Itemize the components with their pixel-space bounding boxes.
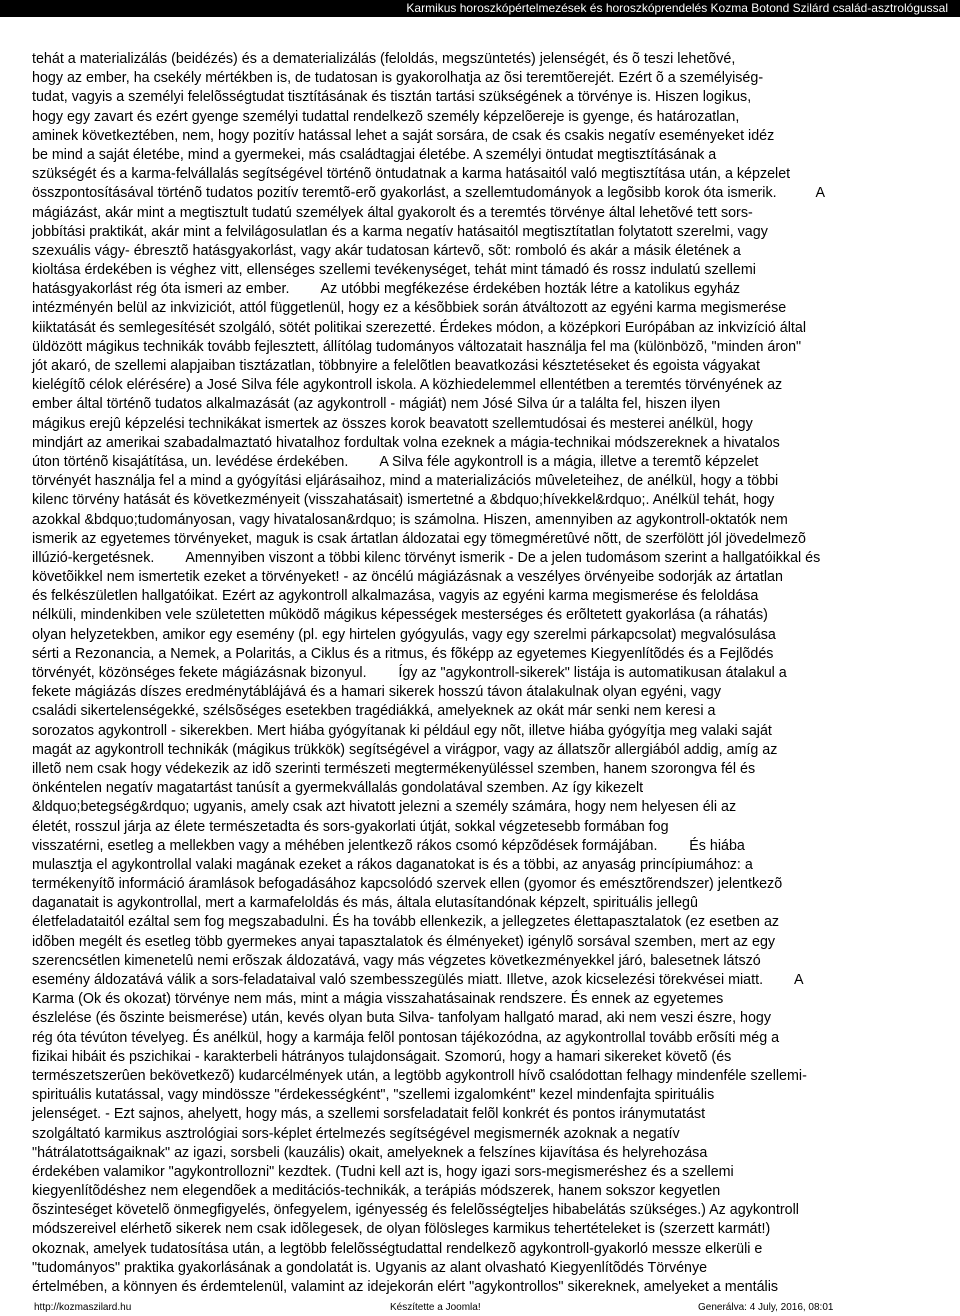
text-line: nélküli, mindenkiben vele születetten mûködõ mágikus képességek mesterséges és erõltetett gyakorlása (a ráhatás) bbox=[32, 607, 768, 624]
text-line: illúzió-kergetésnek. Amennyiben viszont a többi kilenc törvényt ismerik - De a jelen tudomásom szerint a hallgatóikkal és bbox=[32, 549, 821, 566]
text-line: intézményén belül az inkviziciót, attól függetlenül, hogy ez a késõbbiek során átváltozott az egyéni karma megismerése bbox=[32, 300, 787, 317]
text-line: életfeladataitól ezáltal sem fog megszabadulni. És ha tovább ellenkezik, a jellegzetes élettapasztalatok (ez esetben az bbox=[32, 914, 780, 931]
footer-url-link[interactable]: http://kozmaszilard.hu bbox=[34, 1302, 132, 1313]
text-line: rég óta tévúton tévelyeg. És anélkül, hogy a karmája felõl pontosan tájékozódna, az agykontrollal tovább erõsíti még a bbox=[32, 1029, 780, 1046]
text-line: termékenyítõ információ áramlások befogadásához kapcsolódó szervek ellen (gyomor és emésztõrendszer) jelentkezõ bbox=[32, 876, 783, 893]
text-line: azokkal &bdquo;tudományosan, vagy hivatalosan&rdquo; is számolna. Hiszen, amennyiben az agykontroll-oktatók nem bbox=[32, 511, 788, 528]
text-line: mágikus erejû képzelési technikákat ismertek az összes korok beavatott szellemtudósai és mesterei anélkül, hogy bbox=[32, 415, 753, 432]
text-line: szolgáltató karmikus asztrológiai sors-képlet értelmezés segítségével megismernék azoknak a negatív bbox=[32, 1125, 680, 1142]
text-line: értelmében, a könnyen és érdemtelenül, valamint az idejekorán elért "agykontrollos" sikereknek, amelyeket a mentális bbox=[32, 1279, 779, 1295]
text-line: hogy egy zavart és ezért gyenge személyi tudattal rendelkezõ személy képzelõereje is gyenge, és határozatlan, bbox=[32, 108, 740, 125]
text-line: hatásgyakorlást rég óta ismeri az ember. Az utóbbi megfékezése érdekében hozták létre a katolikus egyház bbox=[32, 281, 741, 298]
text-line: kiiktatását és semlegesítését szolgáló, sötét politikai szerezetté. Érdekes módon, a középkori Európában az inkvizíció által bbox=[32, 319, 807, 336]
text-line: jobbítási praktikát, akár mint a felvilágosulatlan és a karma negatív hatásaitól megtisztítatlan folytatott szerelmi, vagy bbox=[32, 223, 768, 240]
header-bar bbox=[0, 0, 960, 17]
article-body bbox=[32, 50, 936, 1297]
text-line: tehát a materializálás (beidézés) és a dematerializálás (feloldás, megszüntetés) jelenségét, és õ teszi lehetõvé, bbox=[32, 51, 736, 67]
text-line: &ldquo;betegség&rdquo; ugyanis, amely csak azt hivatott jelezni a személy számára, hogy nem helyesen éli az bbox=[32, 799, 737, 816]
text-line: be mind a saját életébe, mind a gyermekei, más családtagjai életébe. A személyi öntudat megtisztításának a bbox=[32, 146, 717, 163]
text-line: sérti a Rezonancia, a Nemek, a Polaritás, a Ciklus és a ritmus, és fõképp az egyetemes Kiegyenlítõdés és a Fejlõdés bbox=[32, 645, 774, 662]
text-line: módszereivel elérhetõ sikerek nem csak idõlegesek, de olyan fölösleges karmikus tehertételeket is (szerzett karmát!) bbox=[32, 1221, 771, 1238]
text-line: visszatérni, esetleg a mellekben vagy a méhében jelentkezõ rákos csomó képzõdések formájában. És hiába bbox=[32, 837, 745, 854]
text-line: hogy az ember, ha csekély mértékben is, de tudatosan is gyakorolhatja az õsi teremtõerejét. Ezért õ a személyiség- bbox=[32, 70, 764, 87]
text-line: sorozatos agykontroll - sikerekben. Mert hiába gyógyítanak ki például egy nõt, illetve hiába gyógyítja meg valaki saját bbox=[32, 722, 772, 739]
text-line: tudat, vagyis a személyi felelõsségtudat tisztításának és tisztán tartási szükségének a törvénye is. Hiszen logikus, bbox=[32, 89, 752, 106]
text-line: fekete mágiázás díszes eredménytáblájává és a hamari sikerek hosszú távon átalakulnak olyan egyéni, vagy bbox=[32, 684, 722, 701]
text-line: szükségét és a karma-felvállalás segítségével történõ öntudatnak a karma hatásaitól való megtisztítása után, a képzelet bbox=[32, 166, 791, 183]
footer-made-with: Készítette a Joomla! bbox=[390, 1302, 481, 1313]
text-line: mulasztja el agykontrollal valaki magának ezeket a rákos daganatokat is és a többi, az anyaság princípiumához: a bbox=[32, 856, 753, 873]
text-line: jelenséget. - Ezt sajnos, ahelyett, hogy más, a szellemi sorsfeladatait felõl konkrét és pontos iránymutatást bbox=[32, 1106, 706, 1123]
text-line: észlelése (és õszinte beismerése) után, kevés olyan buta Silva- tanfolyam hallgató marad, aki nem veszi észre, hogy bbox=[32, 1010, 772, 1027]
page-footer bbox=[0, 1301, 960, 1316]
site-title: Karmikus horoszkópértelmezések és horoszkóprendelés Kozma Botond Szilárd család-asztrológussal bbox=[406, 1, 948, 15]
text-line: és felkészületlen hallgatóikat. Ezért az agykontroll alkalmazása, vagyis az egyéni karma megismerése és feloldása bbox=[32, 588, 759, 605]
text-line: kiegyenlítõdéshez nem elegendõek a meditációs-technikák, a terápiás módszerek, hanem sokszor kegyetlen bbox=[32, 1183, 721, 1200]
text-line: fizikai hibáit és pszichikai - karakterbeli hátrányos tulajdonságait. Szomorú, hogy a hamari sikereket követõ (és bbox=[32, 1048, 732, 1065]
text-line: szerencsétlen kimenetelû nemi erõszak áldozatává, vagy más végzetes következményekkel járó, balesetnek látszó bbox=[32, 952, 761, 969]
text-line: mágiázást, akár mint a megtisztult tudatú személyek által gyakorolt és a teremtés törvénye által lehetõvé tett sors- bbox=[32, 204, 753, 221]
text-line: daganatait is agykontrollal, mert a karmafeloldás és más, általa elutasítandónak képzelt, spirituális jellegû bbox=[32, 895, 698, 912]
text-line: spirituális kutatással, vagy mindössze "érdekességként", "szellemi izgalomként" kezel mindenfajta spirituális bbox=[32, 1087, 715, 1104]
text-line: "hátrálatottságaiknak" az igazi, sorsbeli (kauzális) okait, amelyeknek a felszínes kijavítása és helyrehozása bbox=[32, 1144, 708, 1161]
text-line: okoznak, amelyek tudatosítása után, a legtöbb felelõsségtudattal rendelkezõ agykontroll-gyakorló messze elkerüli e bbox=[32, 1240, 763, 1257]
text-line: úton történõ kisajátítása, un. levédése érdekében. A Silva féle agykontroll is a mágia, illetve a teremtõ képzelet bbox=[32, 453, 759, 470]
text-line: kioltása érdekében is véghez vitt, ellenséges szellemi tevékenységet, tehát mint támadó és rossz indulatú szellemi bbox=[32, 262, 756, 279]
text-line: magát az agykontroll technikák (mágikus trükkök) segítségével a virágpor, vagy az állatszõr allergiából addig, amíg az bbox=[32, 741, 778, 758]
text-line: olyan helyzetekben, amikor egy esemény (pl. egy hirtelen gyógyulás, vagy egy szerelmi párkapcsolat) megvalósulása bbox=[32, 626, 776, 643]
footer-generated-date: Generálva: 4 July, 2016, 08:01 bbox=[698, 1302, 834, 1313]
text-line: kilenc törvény hatását és következményeit (visszahatásait) ismertetné a &bdquo;hívekkel&rdquo;. Anélkül tehát, hogy bbox=[32, 492, 775, 509]
text-line: szexuális vágy- ébresztõ hatásgyakorlást, vagy akár tudatosan kártevõ, sõt: romboló és akár a másik életének a bbox=[32, 242, 741, 259]
text-line: összpontosításával történõ tudatos pozitív teremtõ-erõ gyakorlást, a szellemtudományok a legõsibb korok óta ismerik. A bbox=[32, 185, 826, 202]
text-line: õszinteséget követelõ önmegfigyelés, önfegyelem, igényesség és felelõsségteljes hibabelátás szükséges.) Az agykontroll bbox=[32, 1202, 799, 1219]
text-line: üldözött mágikus technikák tovább fejlesztett, állítólag tudományos változatait használja fel ma (különbözõ, "minden áron" bbox=[32, 338, 802, 355]
text-line: családi sikertelenségekké, szélsõséges esetekben tragédiákká, amelyeknek az okát már senki nem keresi a bbox=[32, 703, 716, 720]
text-line: önkéntelen negatív magatartást tanúsít a gyermekvállalás gondolatával szemben. Az így kikezelt bbox=[32, 780, 644, 797]
text-line: életét, rosszul járja az élete természetadta és sors-gyakorlati útját, sokkal végzetesebb formában fog bbox=[32, 818, 669, 835]
text-line: érdekében valamikor "agykontrollozni" kezdtek. (Tudni kell azt is, hogy igazi sors-megismeréshez és a szellemi bbox=[32, 1163, 734, 1180]
text-line: törvényét használja fel a mind a gyógyítási eljárásaihoz, mind a materializációs mûveleteihez, de anélkül, hogy a többi bbox=[32, 473, 779, 490]
text-line: Karma (Ok és okozat) törvénye nem más, mint a mágia visszahatásainak rendszere. És ennek az egyetemes bbox=[32, 991, 724, 1008]
text-line: természetszerûen bekövetkezõ) kudarcélmények után, a legtöbb agykontroll hívõ csalódottan felhagy mindenféle szellemi- bbox=[32, 1067, 807, 1084]
text-line: aminek következtében, nem, hogy pozitív hatással lehet a saját sorsára, de csak és csakis negatív eseményeket idéz bbox=[32, 127, 775, 144]
text-line: ismerik az egyetemes törvényeket, maguk is csak ártatlan áldozatai egy tömegméretûvé nõtt, de szerfölött jól jövedelmezõ bbox=[32, 530, 806, 547]
text-line: törvényét, közönséges fekete mágiázásnak bizonyul. Így az "agykontroll-sikerek" listája is automatikusan átalakul a bbox=[32, 665, 787, 681]
text-line: esemény áldozatává válik a sors-feladataival való szembesszegülés miatt. Illetve, azok kicselezési törekvései miatt. A bbox=[32, 972, 804, 988]
text-line: "tudományos" praktika gyakorlásának a gondolatát is. Ugyanis az alant olvasható Kiegyenlítõdés Törvénye bbox=[32, 1259, 708, 1276]
text-line: illetõ nem csak hogy védekezik az idõ szerinti természeti megtermékenyüléssel szemben, hanem szorongva fél és bbox=[32, 760, 756, 777]
text-line: kielégítõ célok elérésére) a José Silva féle agykontroll iskola. A közhiedelemmel ellentétben a teremtés törvényének az bbox=[32, 377, 783, 394]
text-line: mindjárt az amerikai szabadalmaztató hivatalhoz fordultak volna ezeknek a mágia-technikai módszereknek a hivatalos bbox=[32, 434, 780, 451]
text-line: ember által történõ tudatos alkalmazását (az agykontroll - mágiát) nem Jósé Silva úr a találta fel, hiszen ilyen bbox=[32, 396, 721, 413]
text-line: követõikkel nem ismertetik ezeket a törvényeket! - az öncélú mágiázásnak a veszélyes örvényeibe sodorják az ártatlan bbox=[32, 569, 783, 586]
text-line: idõben megélt és esetleg több gyermekes anyai tapasztalatok és élményeket) igénylõ sorsával szemben, mert az egy bbox=[32, 933, 776, 950]
text-line: jót akaró, de szellemi alapjaiban tisztázatlan, többnyire a felelõtlen beavatkozási késztetéseket és egoista vágyakat bbox=[32, 358, 760, 374]
